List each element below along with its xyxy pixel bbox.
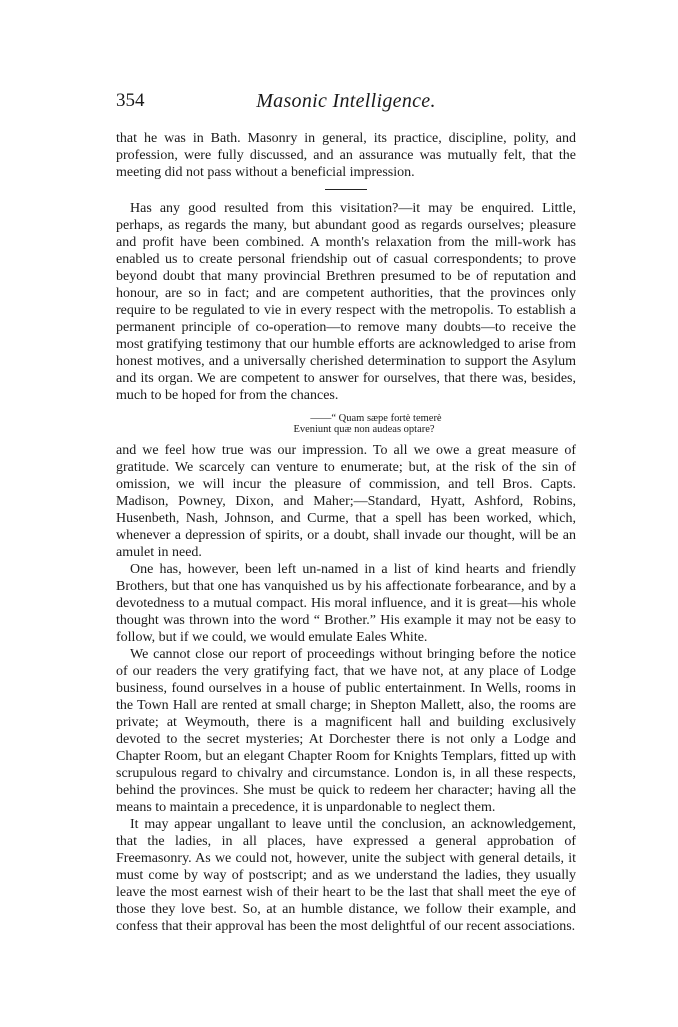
article-body: [116, 130, 576, 935]
paragraph: It may appear ungallant to leave until the conclusion, an acknowledgement, that the ladies, in all places, have expressed a general approbation of Freemasonry. As we could not, however, unite the subject with general details, it must come by way of postscript; and as we understand the ladies, they usually leave the most earnest wish of their heart to be the last that shall meet the eye of those they love best. So, at an humble distance, we follow their example, and confess that their approval has been the most delightful of our recent associations.: [116, 817, 576, 934]
section-divider: [325, 189, 367, 190]
paragraph: One has, however, been left un-named in a list of kind hearts and friendly Brothers, but that one has vanquished us by his affectionate forbearance, and by a devotedness to a mutual compact. His moral influence, and it is great—his whole thought was thrown into the word “ Brother.” His example it may not be easy to follow, but if we could, we would emulate Eales White.: [116, 562, 576, 645]
latin-quotation: [116, 413, 576, 435]
paragraph: Has any good resulted from this visitation?—it may be enquired. Little, perhaps, as regards the many, but abundant good as regards ourselves; pleasure and profit have been combined. A month's relaxation from the mill-work has enabled us to create personal friendship out of casual correspondents; to prove beyond doubt that many provincial Brethren presumed to be of reputation and honour, are so in fact; and are competent authorities, that the provinces only require to be regulated to vie in every respect with the metropolis. To establish a permanent principle of co-operation—to remove many doubts—to receive the most gratifying testimony that our humble efforts are acknowledged to arise from honest motives, and a universally cherished determination to support the Asylum and its organ. We are competent to answer for ourselves, that there was, besides, much to be hoped for from the chances.: [116, 201, 576, 403]
paragraph: and we feel how true was our impression. To all we owe a great measure of gratitude. We scarcely can venture to enumerate; but, at the risk of the sin of omission, we will incur the pleasure of commission, and tell Bros. Capts. Madison, Powney, Dixon, and Maher;—Standard, Hyatt, Ashford, Robins, Husenbeth, Nash, Johnson, and Curme, that a spell has been worked, which, whenever a depression of spirits, or a doubt, shall invade our thought, will be an amulet in need.: [116, 443, 576, 560]
quotation-line: Eveniunt quæ non audeas optare?: [293, 424, 435, 435]
page-number: 354: [116, 90, 145, 111]
quotation-line: ——“ Quam sæpe fortè temerè: [310, 413, 442, 424]
page-header: [116, 90, 576, 116]
paragraph: that he was in Bath. Masonry in general, its practice, discipline, polity, and profession, were fully discussed, and an assurance was mutually felt, that the meeting did not pass without a beneficial impression.: [116, 131, 576, 180]
running-title: Masonic Intelligence.: [256, 90, 436, 112]
paragraph: We cannot close our report of proceedings without bringing before the notice of our readers the very gratifying fact, that we have not, at any place of Lodge business, found ourselves in a house of public entertainment. In Wells, rooms in the Town Hall are rented at small charge; in Shepton Mallett, also, the rooms are private; at Weymouth, there is a magnificent hall and building exclusively devoted to the secret mysteries; At Dorchester there is not only a Lodge and Chapter Room, but an elegant Chapter Room for Knights Templars, fitted up with scrupulous regard to chivalry and circumstance. London is, in all these respects, behind the provinces. She must be quick to redeem her character; having all the means to maintain a precedence, it is unpardonable to neglect them.: [116, 647, 576, 815]
